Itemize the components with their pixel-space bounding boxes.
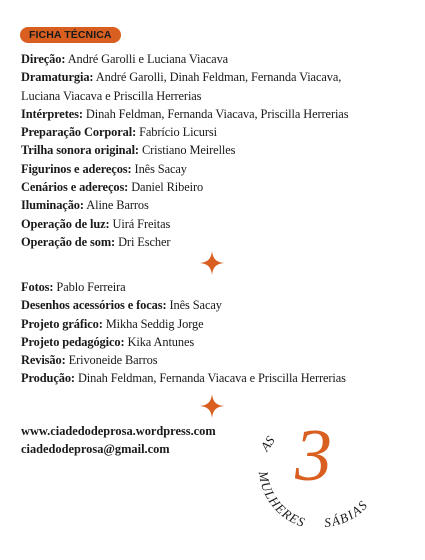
- credit-line: Preparação Corporal: Fabrício Licursi: [21, 125, 217, 140]
- credit-line: Projeto pedagógico: Kika Antunes: [21, 334, 195, 349]
- logo-number: 3: [295, 415, 332, 497]
- credit-line: Desenhos acessórios e focas: Inês Sacay: [21, 298, 222, 313]
- section-badge: FICHA TÉCNICA: [20, 27, 121, 43]
- credit-line: Produção: Dinah Feldman, Fernanda Viacava e Priscilla Herrerias: [21, 371, 346, 386]
- website-link[interactable]: www.ciadedodeprosa.wordpress.com: [21, 424, 216, 438]
- contact-info: [21, 422, 216, 458]
- credit-line: Luciana Viacava e Priscilla Herrerias: [21, 88, 202, 103]
- credit-line: Trilha sonora original: Cristiano Meirelles: [21, 143, 236, 158]
- logo-top-word: AS: [257, 433, 278, 454]
- four-point-star-icon: [199, 250, 225, 276]
- credit-line: Projeto gráfico: Mikha Seddig Jorge: [21, 316, 204, 331]
- credits-list-production: [21, 278, 416, 388]
- credit-line: Direção: André Garolli e Luciana Viacava: [21, 52, 229, 66]
- three-wise-women-logo: [245, 410, 395, 540]
- logo-left-word: MULHERES: [255, 470, 308, 531]
- credit-line: Fotos: Pablo Ferreira: [21, 280, 126, 294]
- credit-line: Iluminação: Aline Barros: [21, 198, 149, 213]
- credit-line: Cenários e adereços: Daniel Ribeiro: [21, 180, 204, 195]
- credit-line: Figurinos e adereços: Inês Sacay: [21, 161, 187, 176]
- credit-line: Dramaturgia: André Garolli, Dinah Feldman, Fernanda Viacava,: [21, 70, 342, 85]
- logo-right-word: SÁBIAS: [323, 496, 371, 531]
- four-point-star-icon: [199, 393, 225, 419]
- credit-line: Operação de luz: Uirá Freitas: [21, 216, 171, 231]
- credit-line: Operação de som: Dri Escher: [21, 234, 171, 249]
- logo-right-word-arc: [323, 497, 371, 530]
- credit-line: Intérpretes: Dinah Feldman, Fernanda Viacava, Priscilla Herrerias: [21, 106, 349, 121]
- email-link[interactable]: ciadedodeprosa@gmail.com: [21, 442, 170, 456]
- credits-list-main: [21, 50, 416, 251]
- credit-line: Revisão: Erivoneide Barros: [21, 353, 158, 368]
